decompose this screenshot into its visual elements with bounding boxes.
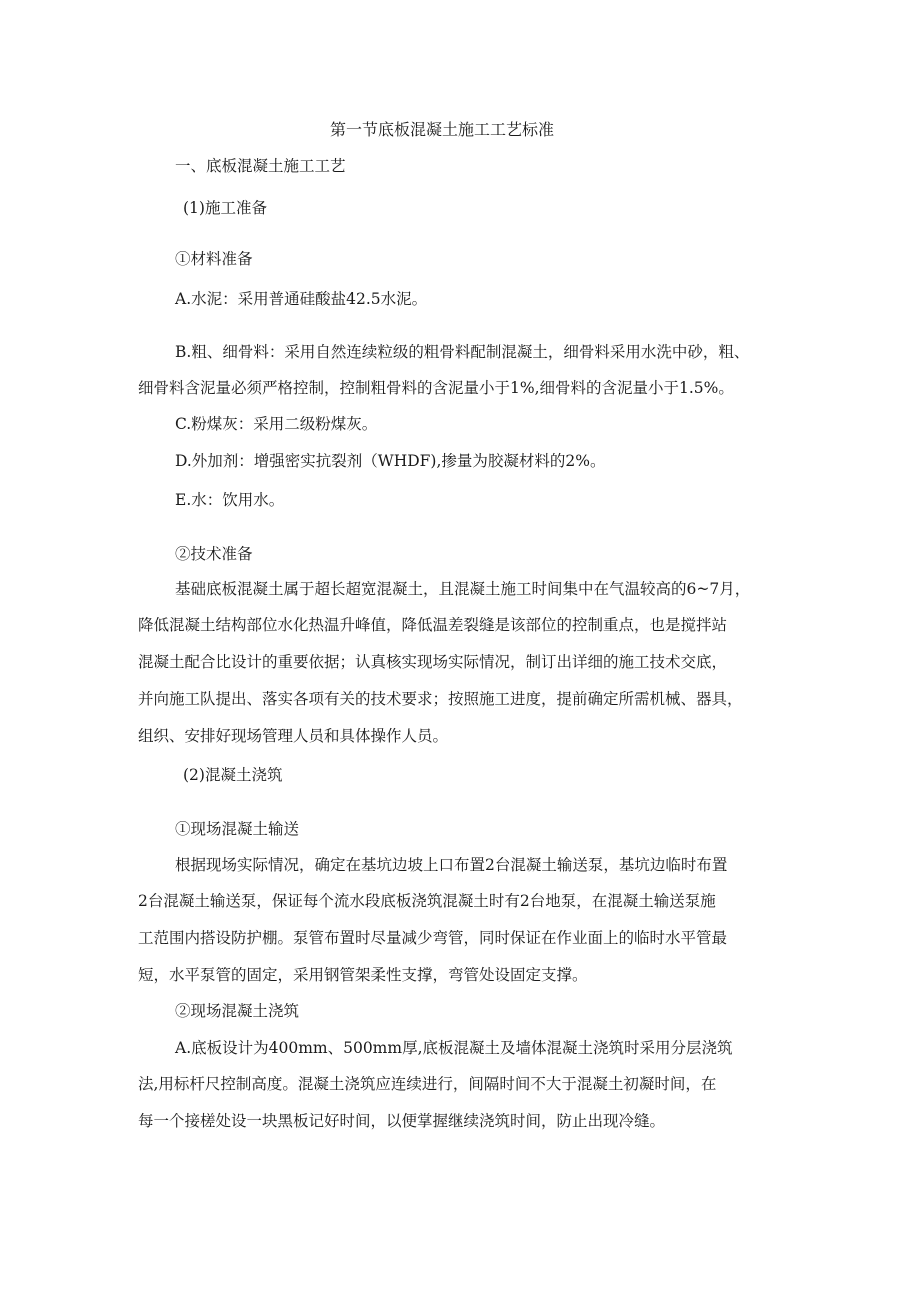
pouring-paragraph-line: 每一个接槎处设一块黑板记好时间，以便掌握继续浇筑时间，防止出现冷缝。 — [138, 1112, 666, 1130]
document-title: 第一节底板混凝土施工工艺标准 — [330, 120, 555, 139]
transport-paragraph-line: 工范围内搭设防护棚。泵管布置时尽量减少弯管，同时保证在作业面上的临时水平管最 — [138, 929, 728, 947]
pouring-paragraph-line: 法,用标杆尺控制高度。混凝土浇筑应连续进行，间隔时间不大于混凝土初凝时间，在 — [138, 1075, 717, 1093]
transport-paragraph-line: 根据现场实际情况，确定在基坑边坡上口布置2台混凝土输送泵，基坑边临时布置 — [175, 856, 728, 874]
technical-paragraph-line: 降低混凝土结构部位水化热温升峰值，降低温差裂缝是该部位的控制重点，也是搅拌站 — [138, 616, 728, 634]
section-heading: 一、底板混凝土施工工艺 — [175, 157, 346, 175]
material-item-aggregate-line1: B.粗、细骨料：采用自然连续粒级的粗骨料配制混凝土，细骨料采用水洗中砂，粗、 — [175, 343, 750, 361]
transport-heading: ①现场混凝土输送 — [175, 820, 300, 838]
material-item-water: E.水：饮用水。 — [175, 491, 285, 509]
material-item-admixture: D.外加剂：增强密实抗裂剂（WHDF),掺量为胶凝材料的2%。 — [175, 452, 606, 470]
subsection-heading-preparation: (1)施工准备 — [183, 199, 267, 217]
material-item-cement: A.水泥：采用普通硅酸盐42.5水泥。 — [175, 290, 428, 308]
technical-paragraph-line: 混凝土配合比设计的重要依据；认真核实现场实际情况，制订出详细的施工技术交底， — [138, 653, 728, 671]
material-item-flyash: C.粉煤灰：采用二级粉煤灰。 — [175, 415, 378, 433]
transport-paragraph-line: 2台混凝土输送泵，保证每个流水段底板浇筑混凝土时有2台地泵，在混凝土输送泵施 — [138, 892, 716, 910]
technical-paragraph-line: 组织、安排好现场管理人员和具体操作人员。 — [138, 727, 449, 745]
materials-heading: ①材料准备 — [175, 250, 253, 268]
pouring-heading: ②现场混凝土浇筑 — [175, 1002, 300, 1020]
technical-heading: ②技术准备 — [175, 545, 253, 563]
technical-paragraph-line: 并向施工队提出、落实各项有关的技术要求；按照施工进度，提前确定所需机械、器具， — [138, 690, 743, 708]
transport-paragraph-line: 短，水平泵管的固定，采用钢管架柔性支撑，弯管处设固定支撑。 — [138, 966, 588, 984]
subsection-heading-pouring: (2)混凝土浇筑 — [183, 766, 283, 784]
pouring-paragraph-line: A.底板设计为400mm、500mm厚,底板混凝土及墙体混凝土浇筑时采用分层浇筑 — [175, 1039, 733, 1057]
technical-paragraph-line: 基础底板混凝土属于超长超宽混凝土，且混凝土施工时间集中在气温较高的6~7月， — [175, 580, 751, 598]
material-item-aggregate-line2: 细骨料含泥量必须严格控制，控制粗骨料的含泥量小于1%,细骨料的含泥量小于1.5%。 — [138, 379, 734, 397]
